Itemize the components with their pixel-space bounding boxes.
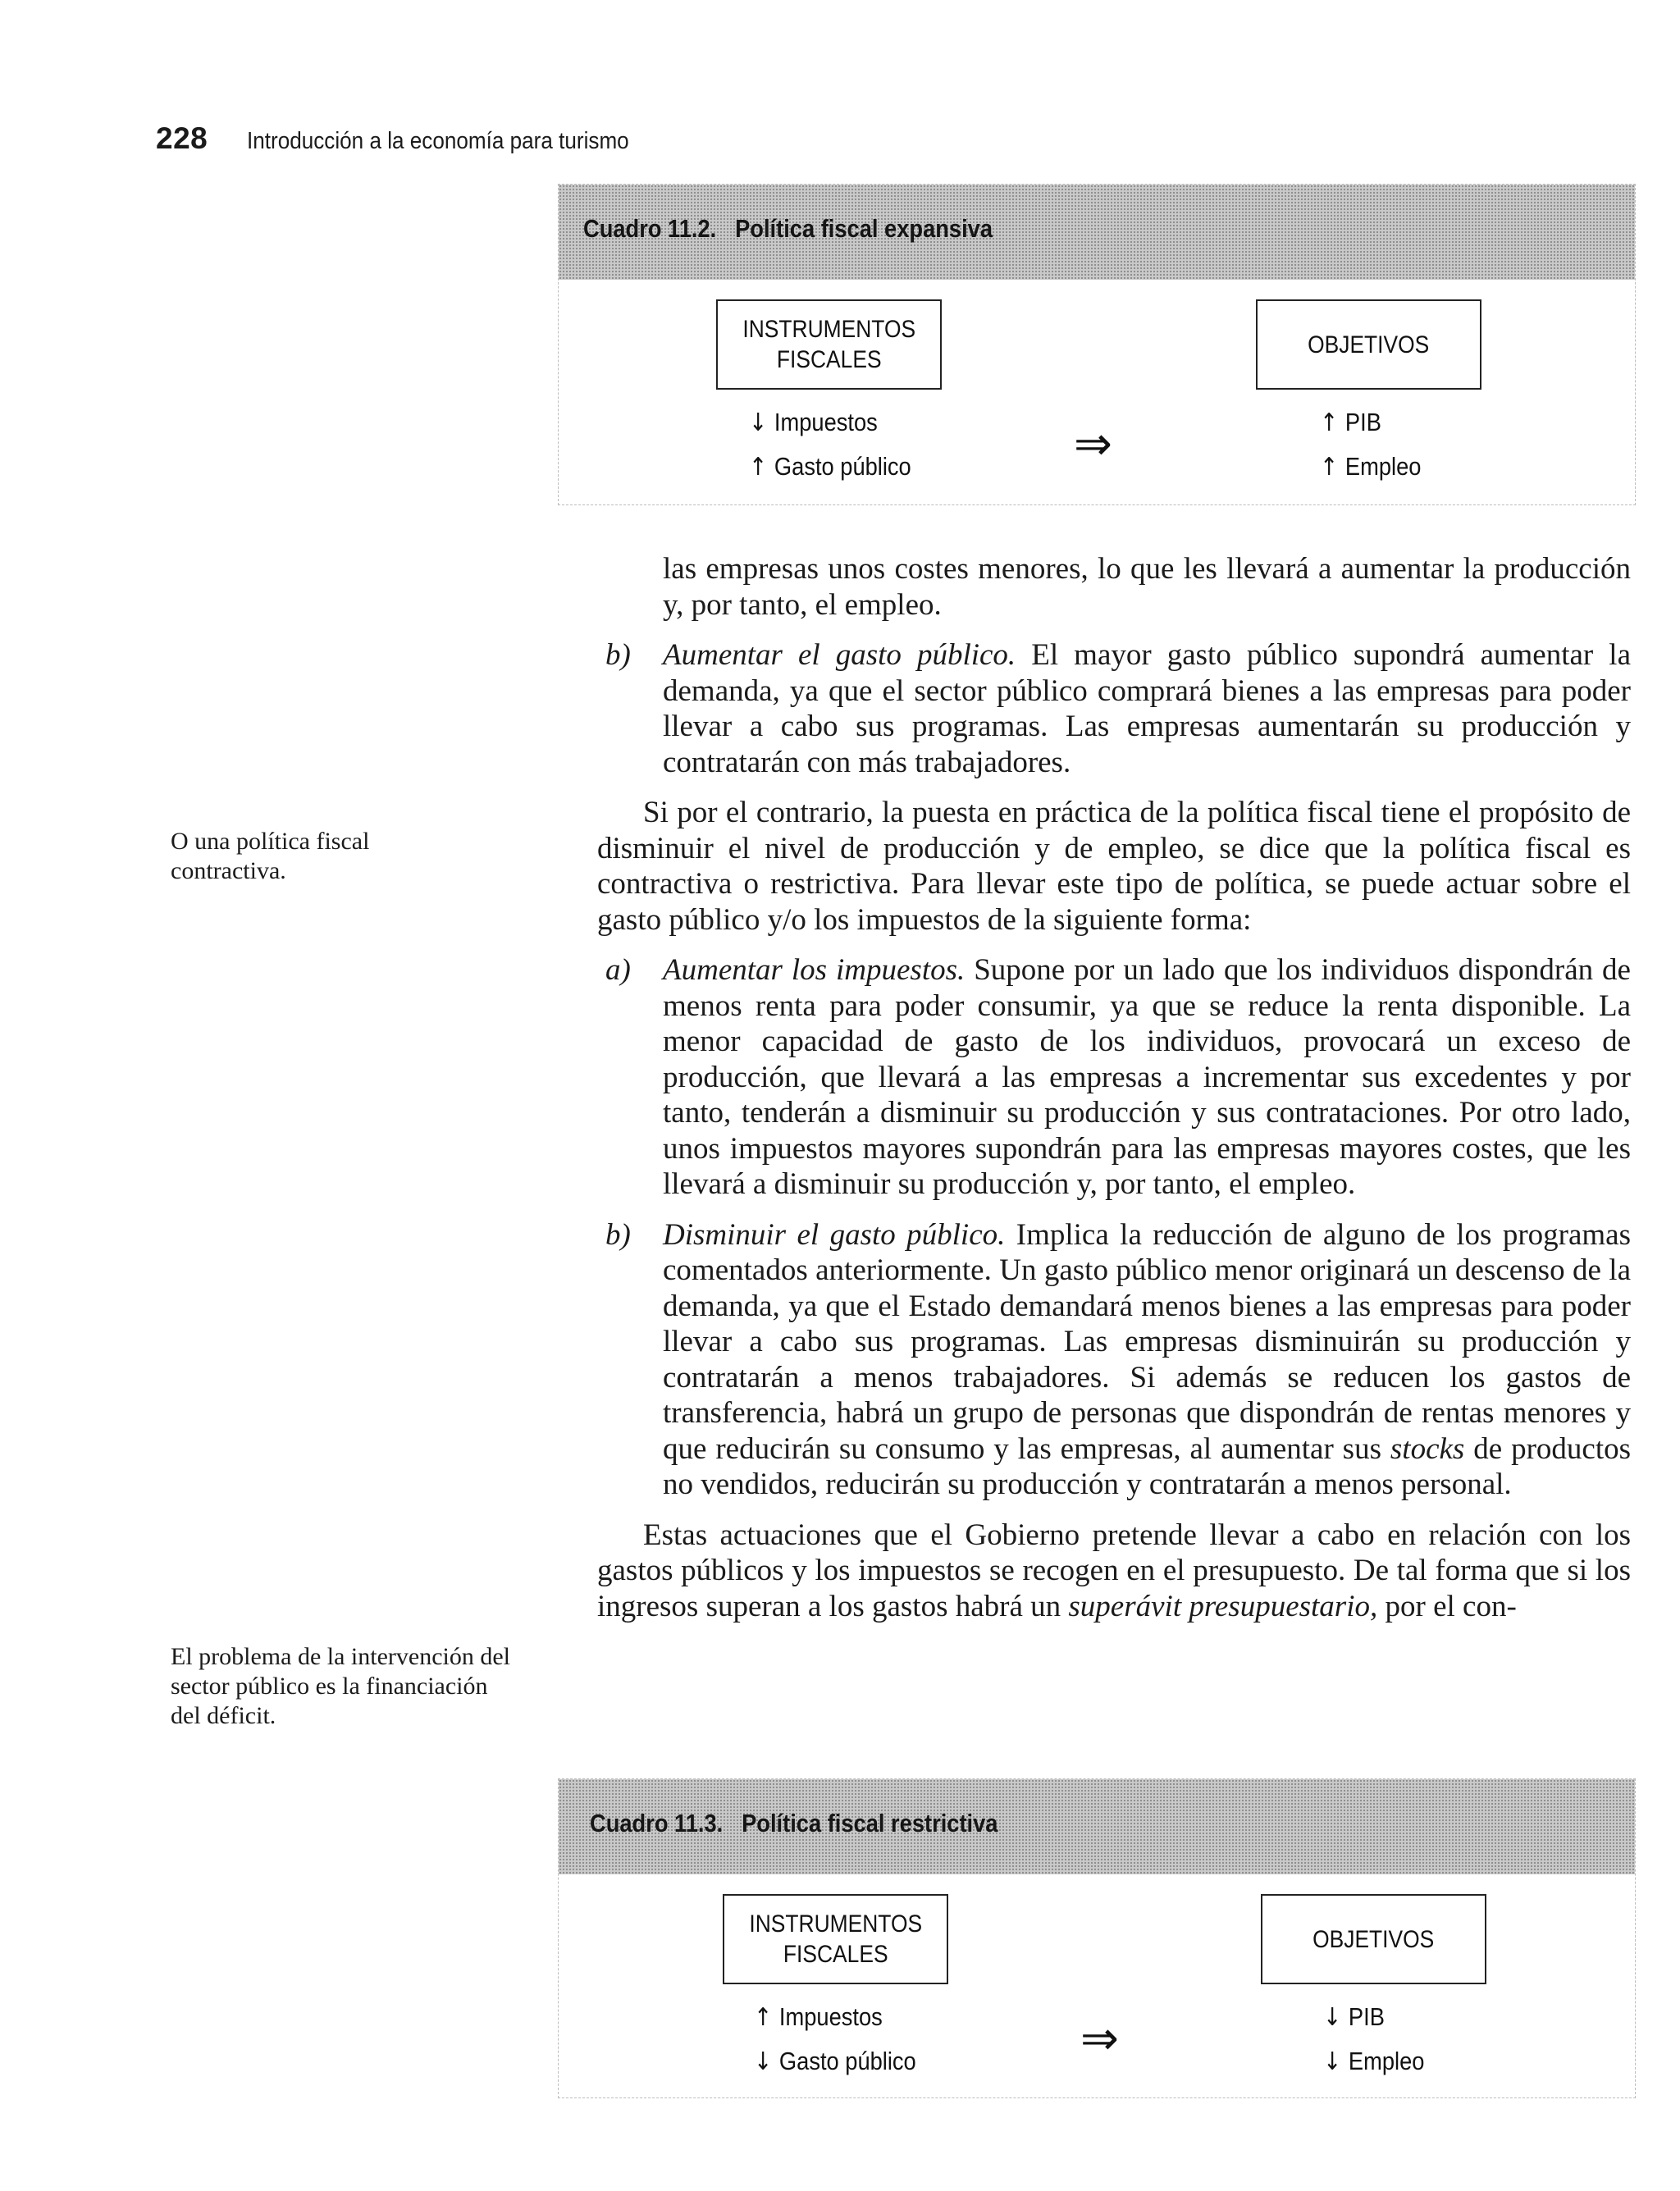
list-label: a) [605, 953, 631, 987]
cuadro-name: Política fiscal expansiva [735, 214, 993, 243]
instrumentos-label: INSTRUMENTOS FISCALES [749, 1910, 922, 1968]
cuadro-number: Cuadro 11.2. [583, 214, 717, 243]
up-arrow-icon: ↑ [1320, 452, 1339, 482]
list-item-title: Aumentar los impuestos. [663, 953, 966, 987]
paragraph-text-end: por el con- [1377, 1589, 1517, 1623]
down-arrow-icon: ↓ [754, 2047, 773, 2076]
cuadro-name: Política fiscal restrictiva [742, 1809, 998, 1837]
list-item-title: Aumentar el gasto público. [663, 638, 1016, 672]
cuadro-11-3 [558, 1778, 1636, 2098]
down-arrow-icon: ↓ [749, 408, 768, 437]
up-arrow-icon: ↑ [1320, 408, 1339, 437]
instrumento-text: Impuestos [778, 2002, 883, 2031]
instrumento-item [749, 452, 911, 482]
list-item-title: Disminuir el gasto público. [663, 1217, 1006, 1252]
objetivos-label: OBJETIVOS [1308, 331, 1430, 358]
instrumento-item [749, 408, 878, 437]
instrumento-text: Gasto público [778, 2047, 916, 2075]
list-item-text: El mayor gasto público supondrá aumentar la demanda, ya que el sector público comprará bienes a las empresas para poder llevar a cabo sus programas. Las empresas aumentarán su producción y contratarán con más trabajadores. [663, 638, 1631, 779]
implies-arrow-icon: ⇒ [1080, 2012, 1119, 2065]
objetivo-item [1320, 408, 1381, 437]
list-label: b) [605, 1217, 631, 1252]
objetivo-item [1323, 2047, 1424, 2076]
continuation-text: las empresas unos costes menores, lo que les llevará a aumentar la producción y, por tanto, el empleo. [663, 552, 1631, 622]
list-item-text: Implica la reducción de alguno de los programas comentados anteriormente. Un gasto público menor originará un descenso de la demanda, ya que el Estado demandará menos bienes a las empresas para poder llevar a cabo sus programas. Las empresas disminuirán su producción y contratarán a menos trabajadores. Si además se reducen los gastos de transferencia, habrá un grupo de personas que dispondrán de rentas menores y que reducirán su consumo y las empresas, al aumentar sus [663, 1217, 1631, 1466]
instrumentos-label: INSTRUMENTOS FISCALES [742, 316, 915, 373]
cuadro-title [590, 1809, 998, 1838]
cuadro-header [559, 185, 1635, 280]
margin-note-deficit: El problema de la intervención del sector público es la financiación del déficit. [171, 1643, 511, 1729]
objetivo-text: PIB [1348, 2002, 1385, 2031]
paragraph-contractiva [597, 795, 1631, 938]
list-item-text-end: de productos no vendidos, reducirán su producción y contratarán a menos personal. [663, 1431, 1631, 1501]
list-item-text: Supone por un lado que los individuos dispondrán de menos renta para poder consumir, ya que se reduce la renta disponible. La menor capacidad de gasto de los individuos, provocará un exceso de producción, que llevará a las empresas a incrementar sus excedentes y por tanto, tenderán a disminuir su producción y sus contrataciones. Por otro lado, unos impuestos mayores supondrán para las empresas mayores costes, que les llevará a disminuir su producción y, por tanto, el empleo. [663, 953, 1631, 1201]
objetivos-box [1256, 299, 1481, 390]
down-arrow-icon: ↓ [1323, 2047, 1342, 2076]
down-arrow-icon: ↓ [1323, 2002, 1342, 2032]
up-arrow-icon: ↑ [754, 2002, 773, 2032]
cuadro-header [559, 1779, 1635, 1874]
page-number: 228 [156, 121, 208, 155]
instrumentos-box [723, 1894, 948, 1984]
implies-arrow-icon: ⇒ [1074, 418, 1112, 471]
paragraph-continuation [597, 551, 1631, 623]
instrumento-text: Gasto público [774, 452, 911, 481]
up-arrow-icon: ↑ [749, 452, 768, 482]
paragraph-presupuesto [597, 1518, 1631, 1625]
instrumento-item [754, 2047, 916, 2076]
body-text [597, 551, 1631, 1624]
list-item-b2 [597, 1217, 1631, 1503]
objetivo-text: Empleo [1348, 2047, 1425, 2075]
paragraph-text: Si por el contrario, la puesta en práctica de la política fiscal tiene el propósito de disminuir el nivel de producción y de empleo, se dice que la política fiscal es contractiva o restrictiva. Para llevar este tipo de política, se puede actuar sobre el gasto público y/o los impuestos de la siguiente forma: [597, 796, 1631, 937]
objetivos-label: OBJETIVOS [1312, 1925, 1435, 1953]
cuadro-title [583, 214, 993, 244]
instrumento-item [754, 2002, 883, 2032]
paragraph-text: Estas actuaciones que el Gobierno pretende llevar a cabo en relación con los gastos públicos y los impuestos se recogen en el presupuesto. De tal forma que si los ingresos superan a los gastos habrá un [597, 1518, 1631, 1623]
objetivo-item [1320, 452, 1421, 482]
superavit-term: superávit presupuestario, [1068, 1589, 1378, 1623]
objetivos-box [1261, 1894, 1486, 1984]
objetivo-item [1323, 2002, 1385, 2032]
objetivo-text: Empleo [1344, 452, 1422, 481]
cuadro-number: Cuadro 11.3. [590, 1809, 724, 1837]
list-item-b1 [597, 637, 1631, 780]
objetivo-text: PIB [1344, 408, 1381, 436]
running-title: Introducción a la economía para turismo [247, 128, 629, 154]
instrumento-text: Impuestos [774, 408, 878, 436]
instrumentos-box [716, 299, 942, 390]
margin-note-contractiva: O una política fiscal contractiva. [171, 828, 370, 884]
cuadro-11-2 [558, 184, 1636, 505]
running-header [156, 121, 672, 156]
stocks-term: stocks [1390, 1431, 1465, 1466]
list-item-a [597, 952, 1631, 1203]
list-label: b) [605, 638, 631, 672]
